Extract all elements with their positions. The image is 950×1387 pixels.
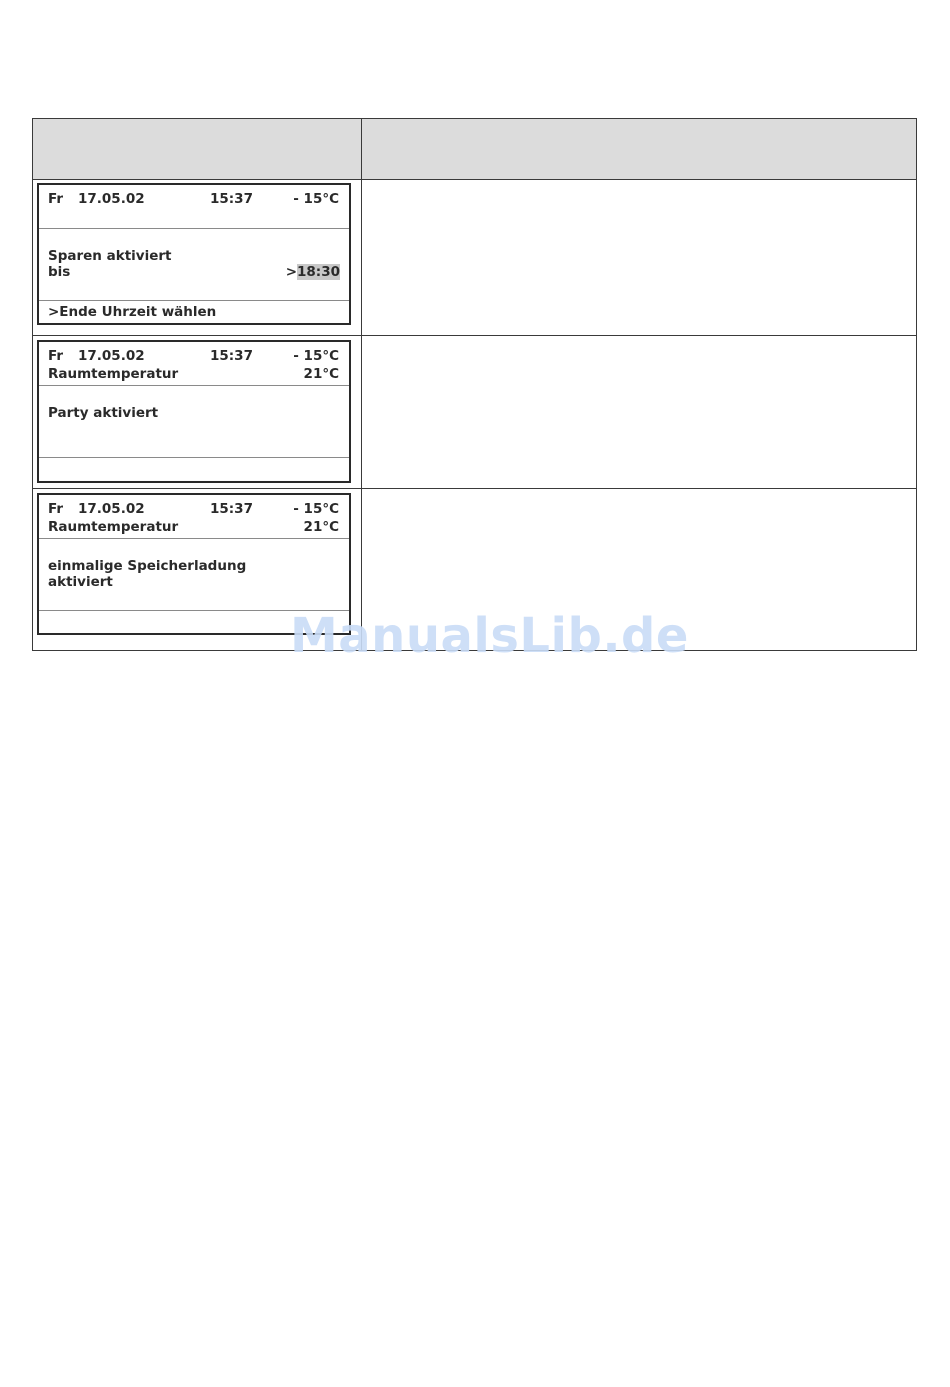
display-separator (39, 538, 349, 539)
display-day: Fr (48, 191, 64, 207)
display-day: Fr (48, 348, 64, 364)
display-separator (39, 385, 349, 386)
display-status-text: einmalige Speicherladung (48, 558, 247, 574)
display-status-text: Party aktiviert (48, 405, 159, 421)
display-date: 17.05.02 (78, 191, 145, 207)
display-until-label: bis (48, 264, 71, 280)
end-time-value[interactable]: 18:30 (297, 264, 340, 280)
display-status-text: Sparen aktiviert (48, 248, 172, 264)
display-room-temp-value: 21°C (303, 366, 339, 382)
display-day: Fr (48, 501, 64, 517)
display-separator (39, 457, 349, 458)
display-status-text-2: aktiviert (48, 574, 113, 590)
column-divider (361, 119, 362, 650)
display-outside-temp: - 15°C (293, 501, 339, 517)
display-separator (39, 228, 349, 229)
display-outside-temp: - 15°C (293, 191, 339, 207)
row-divider (33, 488, 916, 489)
display-end-time[interactable] (286, 264, 340, 280)
display-footer-prompt: >Ende Uhrzeit wählen (48, 304, 217, 320)
display-time: 15:37 (210, 501, 253, 517)
display-time: 15:37 (210, 191, 253, 207)
cursor-marker: > (285, 264, 298, 280)
display-room-temp-label: Raumtemperatur (48, 519, 179, 535)
watermark: ManualsLib.de (290, 608, 689, 664)
display-date: 17.05.02 (78, 501, 145, 517)
display-time: 15:37 (210, 348, 253, 364)
lcd-display-sparen (37, 183, 351, 325)
manual-table (32, 118, 917, 651)
lcd-display-party (37, 340, 351, 483)
display-room-temp-label: Raumtemperatur (48, 366, 179, 382)
display-outside-temp: - 15°C (293, 348, 339, 364)
display-date: 17.05.02 (78, 348, 145, 364)
table-header-row (33, 119, 916, 180)
display-room-temp-value: 21°C (303, 519, 339, 535)
row-divider (33, 335, 916, 336)
display-separator (39, 300, 349, 301)
